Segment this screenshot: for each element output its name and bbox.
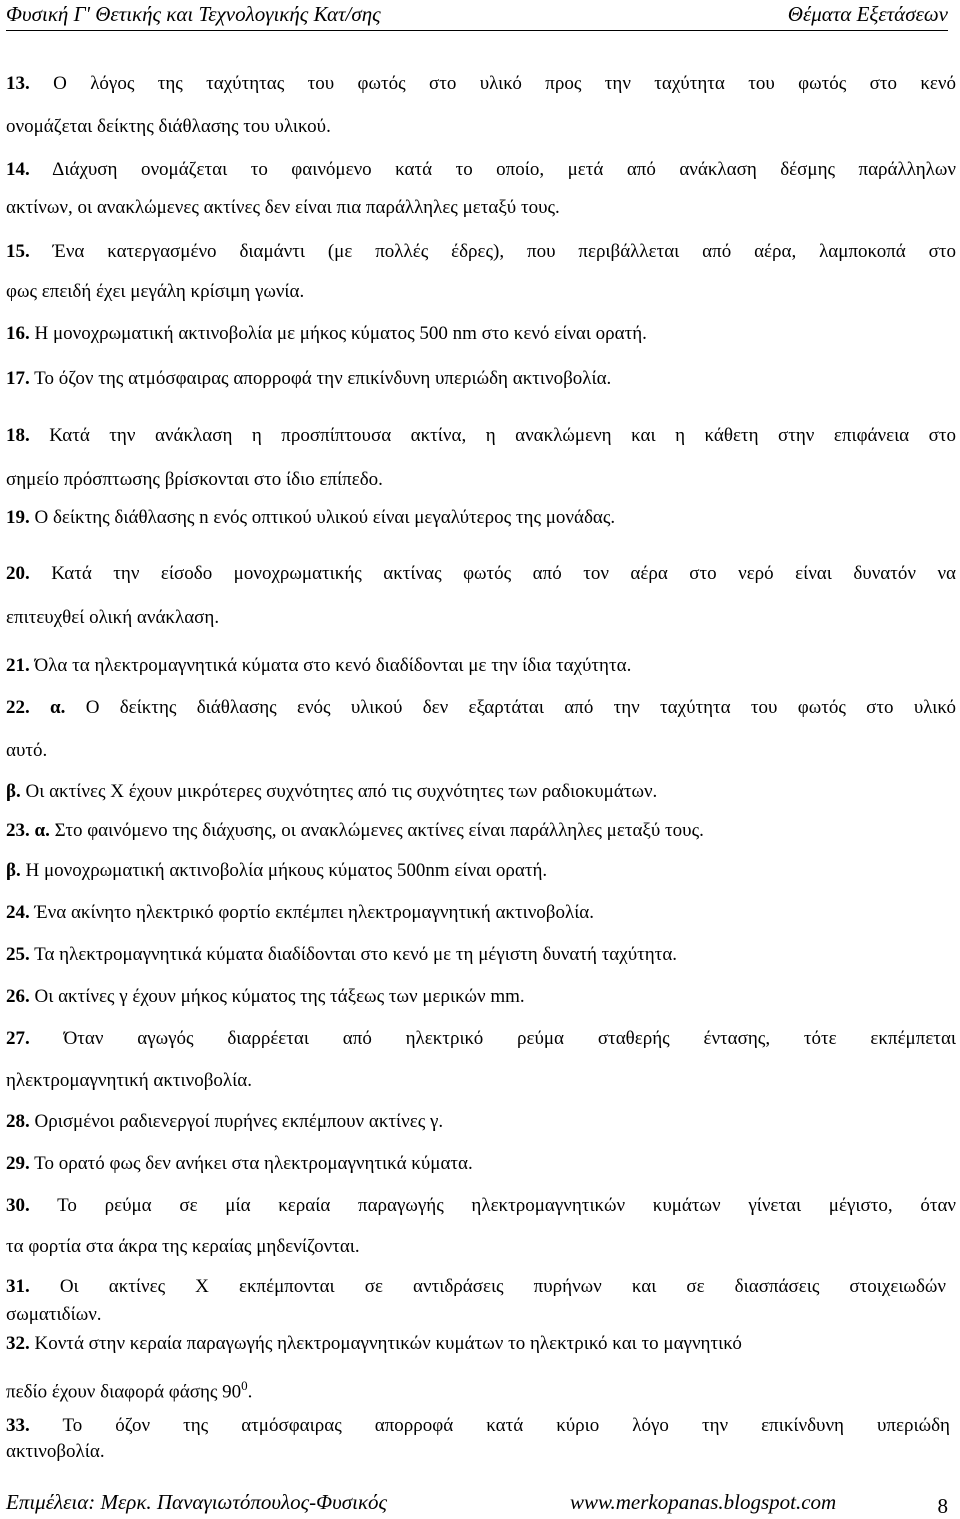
text-line [6, 607, 956, 629]
item-text: Ένα κατεργασμένο διαμάντι (με πολλές έδρες), που περιβάλλεται από αέρα, λαμποκοπά στο [52, 241, 957, 262]
text-line [6, 655, 956, 677]
item-text: αυτό. [6, 740, 48, 761]
text-line [6, 1375, 956, 1403]
page-header [6, 0, 948, 31]
text-line [6, 507, 956, 529]
item-text: Όταν αγωγός διαρρέεται από ηλεκτρικό ρεύμα σταθερής έντασης, τότε εκπέμπεται [63, 1028, 957, 1049]
text-line [6, 986, 956, 1008]
text-line [6, 1441, 956, 1463]
item-number: 31. [6, 1276, 30, 1297]
item-text: Η μονοχρωματική ακτινοβολία μήκους κύματος 500nm είναι ορατή. [25, 860, 548, 881]
item-text: Ο λόγος της ταχύτητας του φωτός στο υλικό προς την ταχύτητα του φωτός στο κενό [53, 73, 957, 94]
text-line [6, 281, 956, 303]
item-text: φως επειδή έχει μεγάλη κρίσιμη γωνία. [6, 281, 305, 302]
text-line [6, 1415, 950, 1437]
item-text: Η μονοχρωματική ακτινοβολία με μήκος κύματος 500 nm στο κενό είναι ορατή. [34, 323, 647, 344]
item-text: Διάχυση ονομάζεται το φαινόμενο κατά το οποίο, μετά από ανάκλαση δέσμης παράλληλων [52, 159, 956, 180]
item-number: 21. [6, 655, 30, 676]
item-number: 15. [6, 241, 30, 262]
item-number: 18. [6, 425, 30, 446]
text-line [6, 1333, 956, 1355]
text-line [6, 1111, 956, 1133]
text-line [6, 697, 956, 719]
item-number: 22. α. [6, 697, 66, 718]
item-text: ακτινοβολία. [6, 1441, 105, 1462]
text-line [6, 1153, 956, 1175]
item-text: Κατά την είσοδο μονοχρωματικής ακτίνας φωτός από τον αέρα στο νερό είναι δυνατόν να [51, 563, 956, 584]
item-text: Οι ακτίνες Χ έχουν μικρότερες συχνότητες από τις συχνότητες των ραδιοκυμάτων. [25, 781, 658, 802]
text-line [6, 116, 956, 138]
text-line [6, 159, 956, 181]
item-number: 14. [6, 159, 30, 180]
header-section-title: Θέματα Εξετάσεων [787, 2, 948, 26]
item-text: τα φορτία στα άκρα της κεραίας μηδενίζονται. [6, 1236, 360, 1257]
superscript: 0 [241, 1378, 248, 1393]
item-number: 13. [6, 73, 30, 94]
item-text: Ένα ακίνητο ηλεκτρικό φορτίο εκπέμπει ηλεκτρομαγνητική ακτινοβολία. [34, 902, 595, 923]
text-line [6, 469, 956, 491]
text-line [6, 1195, 956, 1217]
item-number: 25. [6, 944, 30, 965]
text-line [6, 944, 956, 966]
item-number: 32. [6, 1333, 30, 1354]
text-line [6, 1236, 956, 1258]
text-line [6, 241, 956, 263]
text-line [6, 860, 956, 882]
text-line [6, 73, 956, 95]
item-text: Στο φαινόμενο της διάχυσης, οι ανακλώμενες ακτίνες είναι παράλληλες μεταξύ τους. [54, 820, 704, 841]
item-text: Τα ηλεκτρομαγνητικά κύματα διαδίδονται στο κενό με τη μέγιστη δυνατή ταχύτητα. [34, 944, 678, 965]
text-line [6, 1070, 956, 1092]
item-text: Ορισμένοι ραδιενεργοί πυρήνες εκπέμπουν ακτίνες γ. [34, 1111, 444, 1132]
item-text: σωματιδίων. [6, 1304, 102, 1325]
footer-author: Επιμέλεια: Μερκ. Παναγιωτόπουλος-Φυσικός [6, 1490, 388, 1514]
text-line [6, 197, 956, 219]
text-line [6, 902, 956, 924]
item-number: 28. [6, 1111, 30, 1132]
text-line [6, 563, 956, 585]
item-number: β. [6, 781, 21, 802]
text-line [6, 323, 956, 345]
item-number: 33. [6, 1415, 30, 1436]
item-text: ηλεκτρομαγνητική ακτινοβολία. [6, 1070, 252, 1091]
item-text: ονομάζεται δείκτης διάθλασης του υλικού. [6, 116, 331, 137]
page-number: 8 [937, 1494, 948, 1518]
item-number: β. [6, 860, 21, 881]
item-text: πεδίο έχουν διαφορά φάσης 90 [6, 1381, 242, 1403]
item-number: 27. [6, 1028, 30, 1049]
item-number: 29. [6, 1153, 30, 1174]
item-number: 24. [6, 902, 30, 923]
header-course-title: Φυσική Γ' Θετικής και Τεχνολογικής Κατ/σης [6, 2, 381, 26]
item-text: Ο δείκτης διάθλασης ενός υλικού δεν εξαρτάται από την ταχύτητα του φωτός στο υλικό [85, 697, 956, 718]
item-text: Το όζον της ατμόσφαιρας απορροφά την επικίνδυνη υπεριώδη ακτινοβολία. [34, 368, 612, 389]
item-text: Ο δείκτης διάθλασης n ενός οπτικού υλικού είναι μεγαλύτερος της μονάδας. [34, 507, 616, 528]
item-text: ακτίνων, οι ανακλώμενες ακτίνες δεν είναι πια παράλληλες μεταξύ τους. [6, 197, 560, 218]
item-number: 16. [6, 323, 30, 344]
item-text: Κοντά στην κεραία παραγωγής ηλεκτρομαγνητικών κυμάτων το ηλεκτρικό και το μαγνητικό [34, 1333, 742, 1354]
text-line [6, 425, 956, 447]
footer-url: www.merkopanas.blogspot.com [570, 1490, 837, 1514]
text-line [6, 368, 956, 390]
text-line [6, 781, 956, 803]
item-number: 23. α. [6, 820, 50, 841]
text-line [6, 820, 956, 842]
item-number: 20. [6, 563, 30, 584]
text-line [6, 740, 956, 762]
page-footer [6, 1484, 948, 1518]
text-line [6, 1028, 956, 1050]
text-line [6, 1304, 956, 1326]
item-text: επιτευχθεί ολική ανάκλαση. [6, 607, 220, 628]
text-line [6, 1276, 946, 1298]
item-text: Οι ακτίνες Χ εκπέμπονται σε αντιδράσεις πυρήνων και σε διασπάσεις στοιχειωδών [59, 1276, 946, 1297]
item-text: σημείο πρόσπτωσης βρίσκονται στο ίδιο επίπεδο. [6, 469, 383, 490]
item-text: Το όζον της ατμόσφαιρας απορροφά κατά κύριο λόγο την επικίνδυνη υπεριώδη [62, 1415, 950, 1436]
item-text: Οι ακτίνες γ έχουν μήκος κύματος της τάξεως των μερικών mm. [34, 986, 525, 1007]
item-tail: . [247, 1381, 253, 1403]
item-text: Κατά την ανάκλαση η προσπίπτουσα ακτίνα, η ανακλώμενη και η κάθετη στην επιφάνεια στο [49, 425, 957, 446]
item-text: Το ρεύμα σε μία κεραία παραγωγής ηλεκτρομαγνητικών κυμάτων γίνεται μέγιστο, όταν [57, 1195, 956, 1216]
item-number: 26. [6, 986, 30, 1007]
item-number: 17. [6, 368, 30, 389]
item-number: 30. [6, 1195, 30, 1216]
item-text: Το ορατό φως δεν ανήκει στα ηλεκτρομαγνητικά κύματα. [34, 1153, 473, 1174]
item-number: 19. [6, 507, 30, 528]
item-text: Όλα τα ηλεκτρομαγνητικά κύματα στο κενό διαδίδονται με την ίδια ταχύτητα. [34, 655, 632, 676]
